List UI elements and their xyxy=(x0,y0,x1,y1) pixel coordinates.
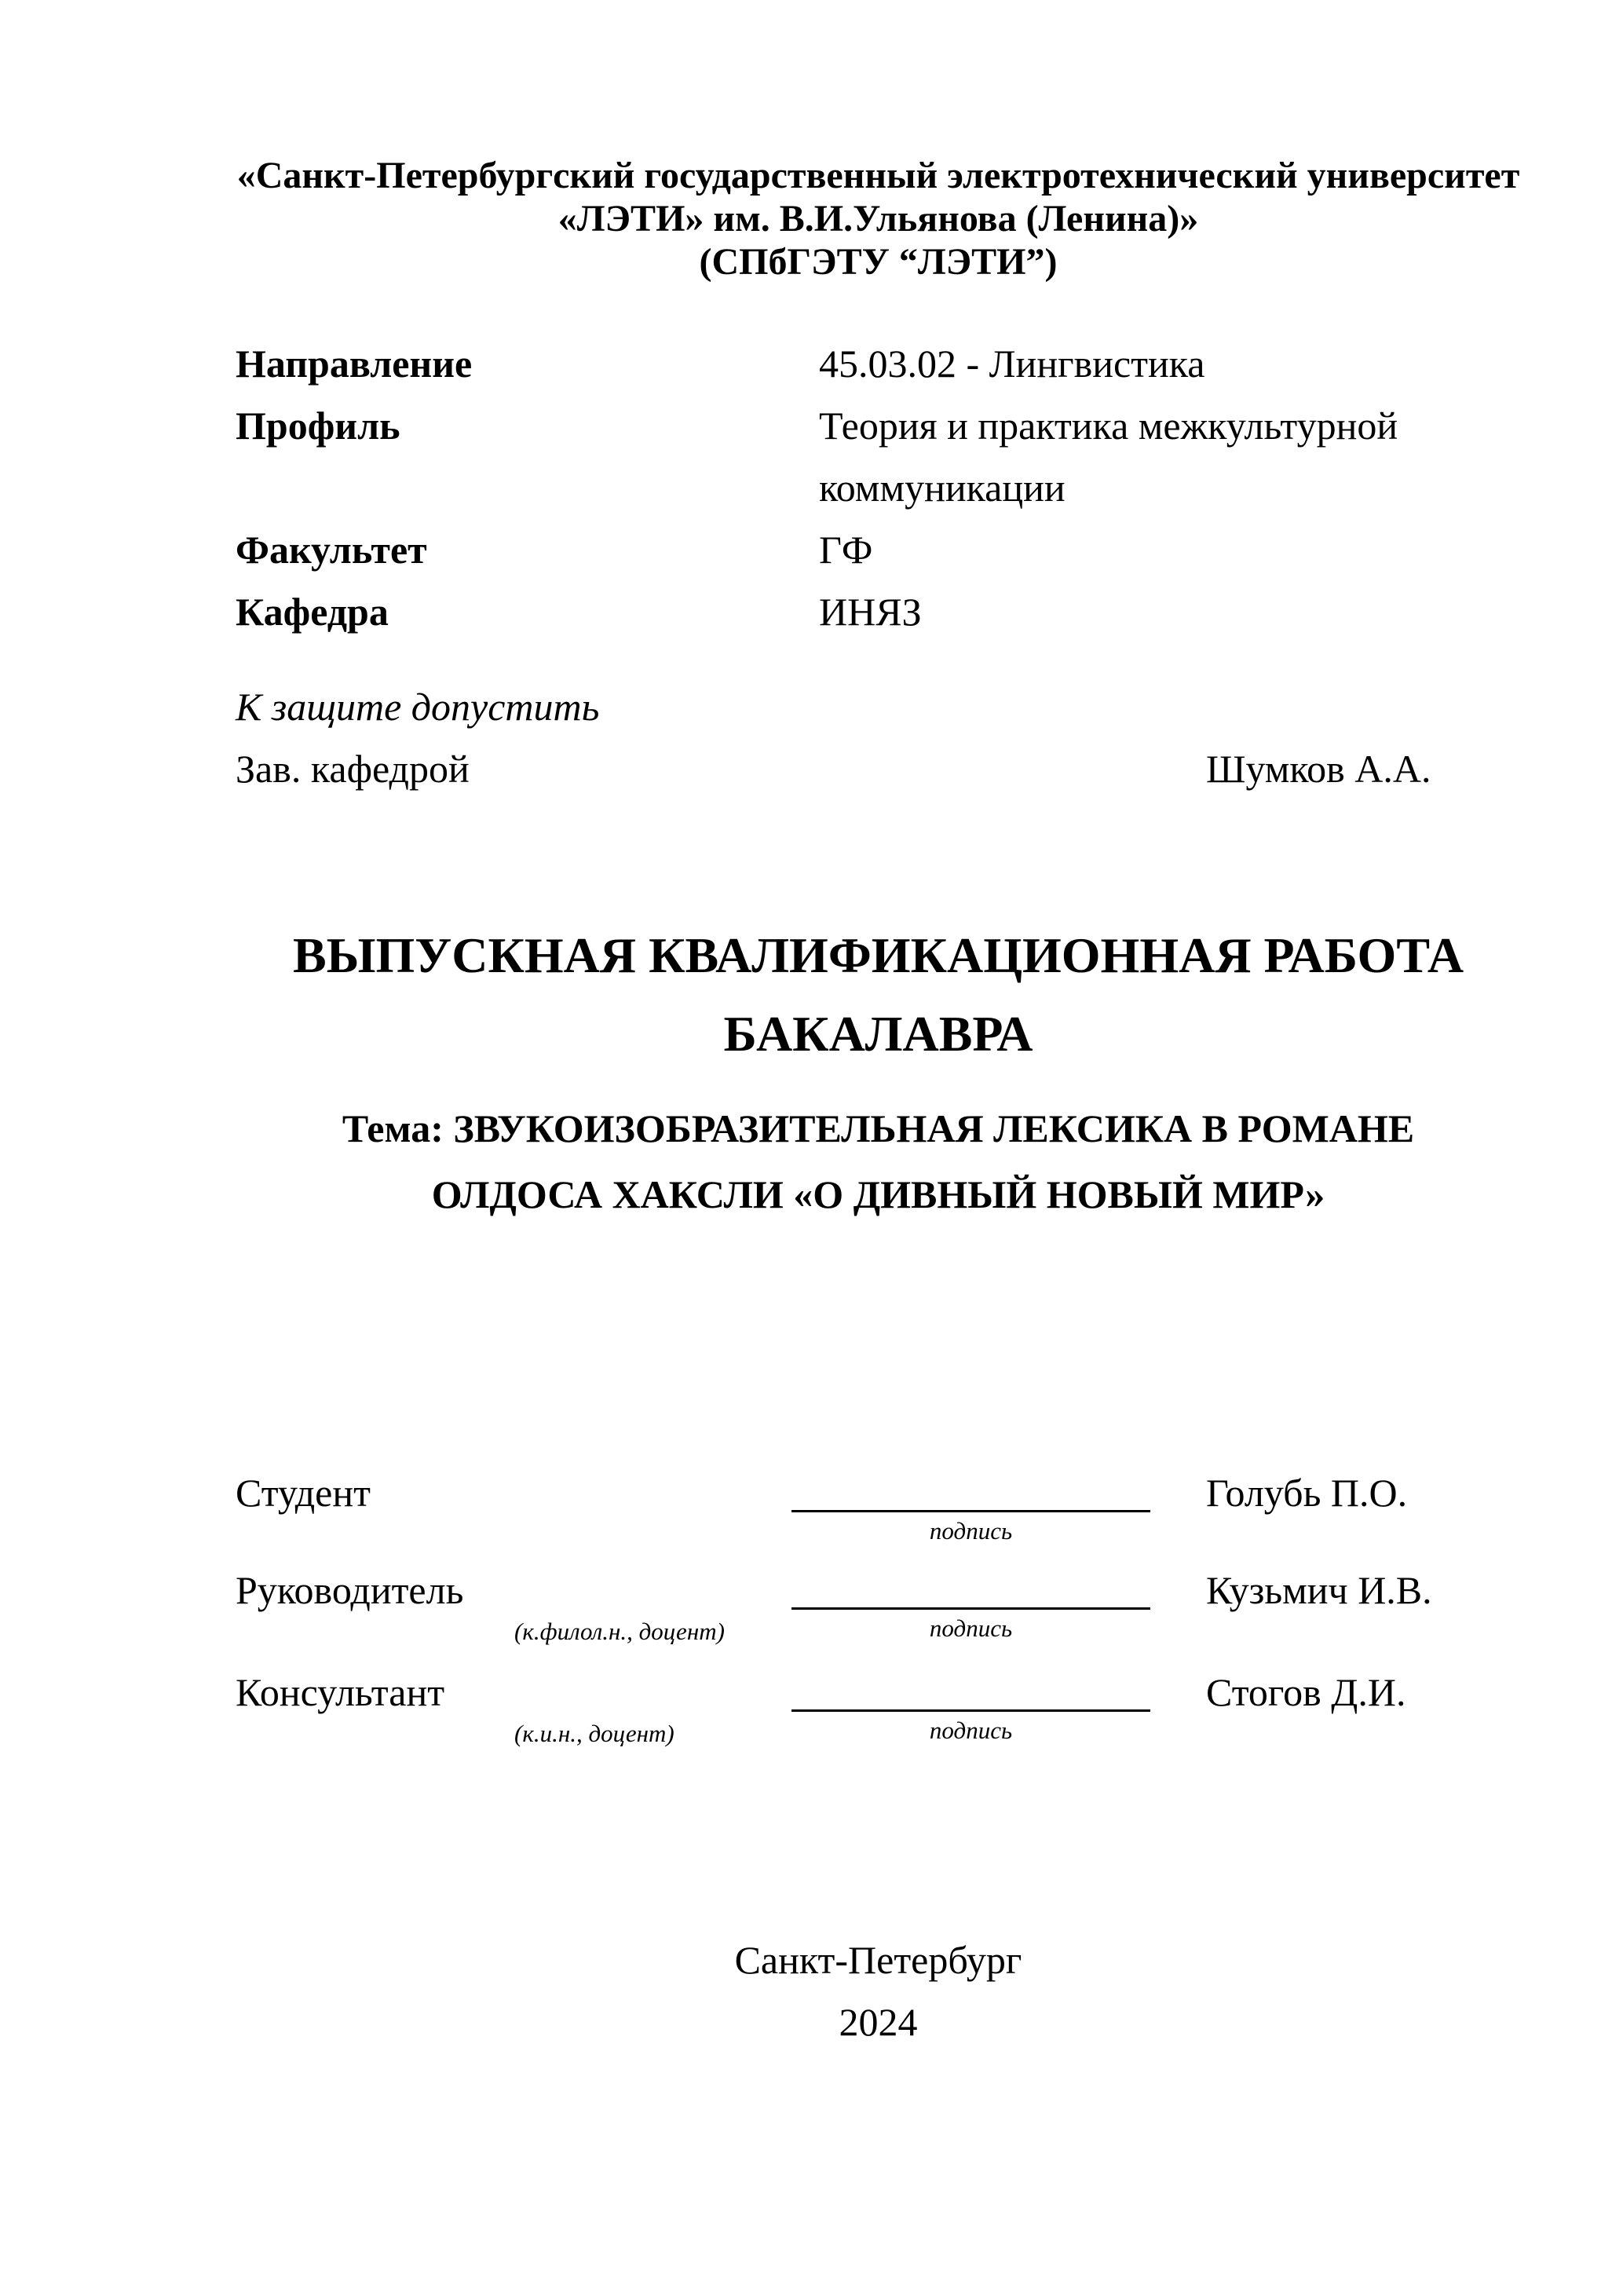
department-head-label: Зав. кафедрой xyxy=(236,747,470,791)
signatory-name-consultant: Стогов Д.И. xyxy=(1206,1670,1406,1714)
field-row-department xyxy=(236,581,1521,643)
thesis-topic-line2: ОЛДОСА ХАКСЛИ «О ДИВНЫЙ НОВЫЙ МИР» xyxy=(431,1172,1325,1216)
field-row-profile xyxy=(236,395,1521,519)
signature-row-student xyxy=(236,1462,1521,1564)
department-head-row xyxy=(236,738,1521,800)
thesis-topic xyxy=(236,1095,1521,1227)
signature-line xyxy=(791,1662,1150,1712)
signature-line xyxy=(791,1462,1150,1512)
place-and-year xyxy=(236,1929,1521,2053)
field-label-department: Кафедра xyxy=(236,590,389,634)
role-label-consultant: Консультант xyxy=(236,1670,445,1714)
admission-note: К защите допустить xyxy=(236,685,600,729)
qualification-label-consultant: (к.и.н., доцент) xyxy=(514,1720,674,1747)
work-title-line1: ВЫПУСКНАЯ КВАЛИФИКАЦИОННАЯ РАБОТА xyxy=(292,927,1464,983)
signature-row-consultant xyxy=(236,1662,1521,1764)
university-abbreviation: (СПбГЭТУ “ЛЭТИ”) xyxy=(699,241,1058,283)
city-label: Санкт-Петербург xyxy=(734,1938,1022,1982)
signature-caption: подпись xyxy=(929,1717,1013,1744)
field-label-faculty: Факультет xyxy=(236,528,427,572)
role-label-supervisor: Руководитель xyxy=(236,1568,464,1612)
work-title xyxy=(236,916,1521,1073)
role-label-student: Студент xyxy=(236,1471,371,1515)
signature-row-supervisor xyxy=(236,1559,1521,1662)
field-value-faculty: ГФ xyxy=(819,528,873,572)
signatory-name-supervisor: Кузьмич И.В. xyxy=(1206,1568,1432,1612)
field-label-profile: Профиль xyxy=(236,404,400,448)
work-title-line2: БАКАЛАВРА xyxy=(723,1006,1033,1062)
signature-caption: подпись xyxy=(929,1614,1013,1642)
signatory-name-student: Голубь П.О. xyxy=(1206,1471,1408,1515)
university-header xyxy=(236,154,1521,283)
programme-info xyxy=(236,333,1521,643)
field-label-direction: Направление xyxy=(236,342,473,386)
signature-caption: подпись xyxy=(929,1517,1013,1545)
university-name-line1: «Санкт-Петербургский государственный электротехнический университет xyxy=(236,155,1520,196)
university-name-line2: «ЛЭТИ» им. В.И.Ульянова (Ленина)» xyxy=(557,198,1199,239)
field-value-department: ИНЯЗ xyxy=(819,590,922,634)
field-value-profile: Теория и практика межкультурной коммуникации xyxy=(819,404,1398,510)
year-label: 2024 xyxy=(839,2000,918,2044)
thesis-topic-line1: Тема: ЗВУКОИЗОБРАЗИТЕЛЬНАЯ ЛЕКСИКА В РОМАНЕ xyxy=(342,1106,1415,1150)
department-head-name: Шумков А.А. xyxy=(1206,747,1431,791)
signature-line xyxy=(791,1559,1150,1610)
qualification-label-supervisor: (к.филол.н., доцент) xyxy=(514,1618,725,1645)
admission-block xyxy=(236,676,1521,800)
field-row-direction xyxy=(236,333,1521,395)
field-row-faculty xyxy=(236,519,1521,581)
field-value-direction: 45.03.02 - Лингвистика xyxy=(819,342,1205,386)
